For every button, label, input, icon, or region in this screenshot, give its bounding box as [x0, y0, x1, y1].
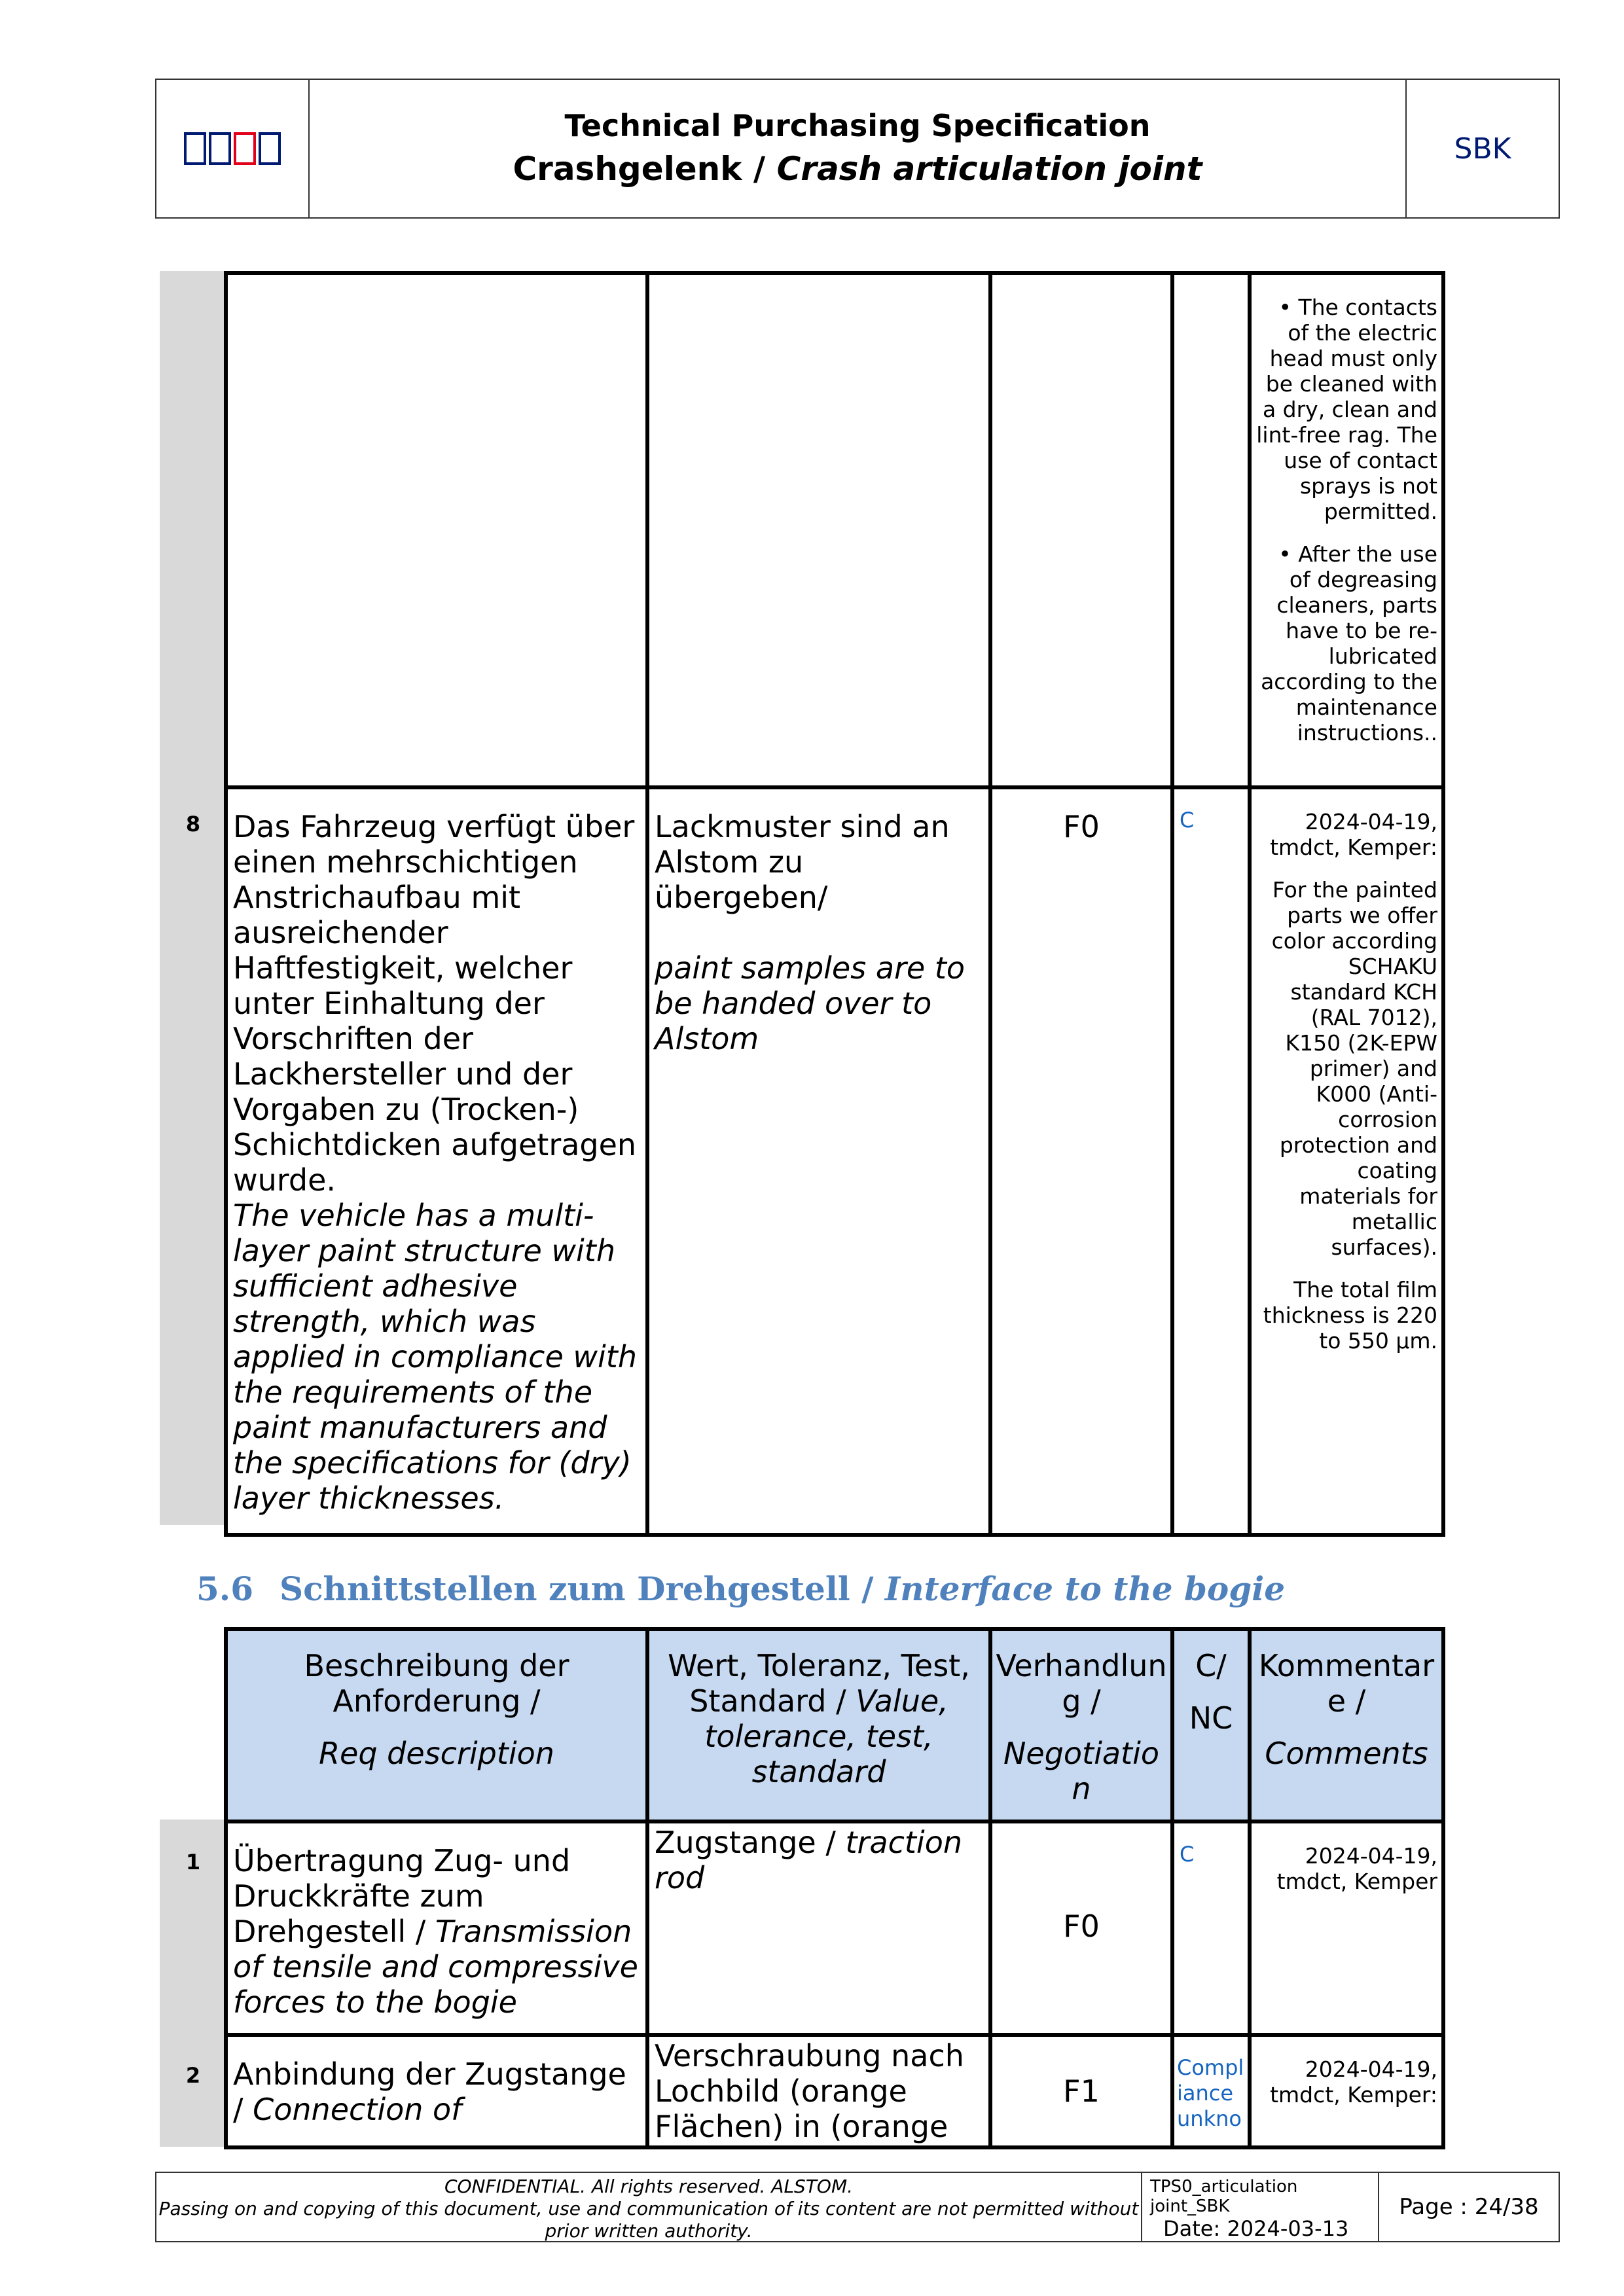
value-de: Lackmuster sind an Alstom zu übergeben/	[655, 809, 950, 915]
value-en: paint samples are to be handed over to Alstom	[655, 950, 965, 1056]
document-subject-title: Crashgelenk / Crash articulation joint	[513, 150, 1202, 188]
column-header-comments: Kommentare / Comments	[1248, 1627, 1445, 1823]
document-title-block	[310, 79, 1405, 219]
column-header-value: Wert, Toleranz, Test, Standard / Value, tolerance, test, standard	[645, 1627, 992, 1823]
comment-paragraph: • After the use of degreasing cleaners, parts have to be re-lubricated according to the maintenance instructions..	[1261, 541, 1437, 745]
document-date: Date: 2024-03-13	[1163, 2216, 1349, 2241]
comment-cell: 2024-04-19, tmdct, Kemper:	[1248, 2033, 1445, 2149]
comment-paragraph: • The contacts of the electric head must only be cleaned with a dry, clean and lint-free rag. The use of contact sprays is not permitted.	[1256, 295, 1437, 524]
row-number: 8	[185, 812, 201, 836]
requirement-description-cell	[224, 785, 649, 1537]
page-number: Page : 24/38	[1378, 2172, 1560, 2242]
negotiation-cell: F0	[988, 785, 1174, 1537]
comment-paragraph: For the painted parts we offer color according SCHAKU standard KCH (RAL 7012), K150 (2K-EPW primer) and K000 (Anti-corrosion protection and coating materials for metallic surfaces).	[1271, 877, 1437, 1260]
value-cell: Zugstange / traction rod	[645, 1820, 992, 2037]
row-number: 2	[185, 2063, 201, 2088]
table-cell	[645, 271, 992, 789]
value-cell: Verschraubung nach Lochbild (orange Flächen) in (orange	[645, 2033, 992, 2149]
compliance-cell: Compliance unkno	[1170, 2033, 1252, 2149]
compliance-cell: C	[1170, 785, 1252, 1537]
row-number-column	[160, 271, 226, 1525]
negotiation-cell: F1	[988, 2033, 1174, 2149]
column-header-compliance: C/ NC	[1170, 1627, 1252, 1823]
table-cell	[1170, 271, 1252, 789]
row-number: 1	[185, 1850, 201, 1874]
table-cell	[224, 271, 649, 789]
comment-cell	[1248, 271, 1445, 789]
negotiation-cell: F0	[988, 1820, 1174, 2037]
company-logo	[155, 79, 310, 219]
table-cell	[988, 271, 1174, 789]
section-heading: 5.6 Schnittstellen zum Drehgestell / Interface to the bogie	[196, 1570, 1286, 1608]
comment-paragraph: 2024-04-19, tmdct, Kemper:	[1270, 809, 1437, 860]
requirement-description-cell: Anbindung der Zugstange / Connection of	[224, 2033, 649, 2149]
compliance-cell: C	[1170, 1820, 1252, 2037]
description-en: The vehicle has a multi-layer paint structure with sufficient adhesive strength, which was applied in compliance with the requirements of the paint manufacturers and the specifications for (dry) layer thicknesses.	[233, 1198, 637, 1516]
supplier-code: SBK	[1405, 79, 1560, 219]
document-type-title: Technical Purchasing Specification	[564, 108, 1151, 143]
comment-cell: 2024-04-19, tmdct, Kemper	[1248, 1820, 1445, 2037]
column-header-negotiation: Verhandlung / Negotiation	[988, 1627, 1174, 1823]
document-name: TPS0_articulation joint_SBK	[1150, 2177, 1298, 2216]
document-info-box	[1141, 2172, 1379, 2242]
description-de: Das Fahrzeug verfügt über einen mehrschichtigen Anstrichaufbau mit ausreichender Haftfestigkeit, welcher unter Einhaltung der Vorschriften der Lackhersteller und der Vorgaben zu (Trocken-) Schichtdicken aufgetragen wurde.	[233, 809, 637, 1198]
logo-glyphs	[184, 132, 281, 165]
requirement-description-cell: Übertragung Zug- und Druckkräfte zum Drehgestell / Transmission of tensile and compressive forces to the bogie	[224, 1820, 649, 2037]
comment-cell	[1248, 785, 1445, 1537]
value-cell	[645, 785, 992, 1537]
comment-paragraph: The total film thickness is 220 to 550 µm.	[1263, 1277, 1437, 1354]
column-header-description: Beschreibung der Anforderung / Req description	[224, 1627, 649, 1823]
confidentiality-notice: CONFIDENTIAL. All rights reserved. ALSTOM. Passing on and copying of this document, use and communication of its content are not permitted without prior written authority.	[155, 2172, 1142, 2242]
